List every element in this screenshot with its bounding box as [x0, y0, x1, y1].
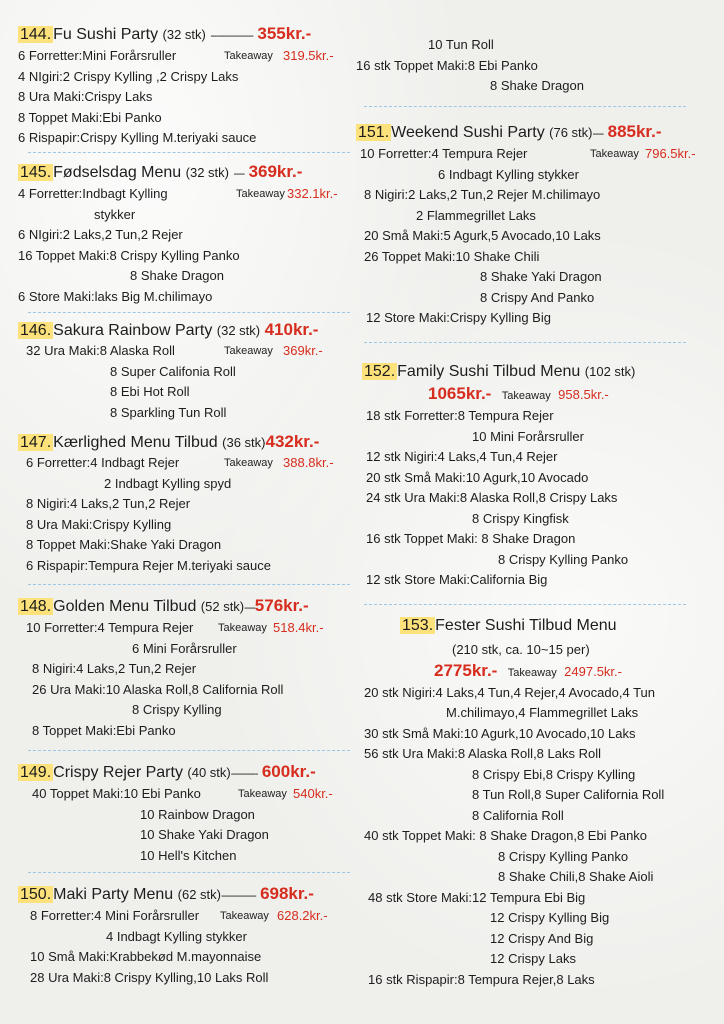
menu-line: 26 Ura Maki:10 Alaska Roll,8 California Roll: [32, 681, 284, 697]
menu-line: 20 stk Nigiri:4 Laks,4 Tun,4 Rejer,4 Avocado,4 Tun: [364, 684, 655, 700]
menu-line: 2 Indbagt Kylling spyd: [104, 475, 232, 491]
menu-152-header: [356, 362, 706, 382]
takeaway-price: 332.1kr.-: [287, 186, 338, 201]
menu-150: [18, 884, 354, 988]
piece-count: (210 stk, ca. 10~15 per): [452, 642, 590, 657]
piece-count: (32 stk): [216, 323, 261, 338]
menu-line: 28 Ura Maki:8 Crispy Kylling,10 Laks Roll: [30, 969, 269, 985]
menu-line: 8 Forretter:4 Mini Forårsruller Takeaway 628.2kr.-: [18, 906, 354, 927]
menu-number: 150.: [20, 886, 52, 903]
menu-148-header: [18, 596, 354, 618]
menu-line: 8 Toppet Maki:Ebi Panko: [32, 722, 176, 738]
divider: [364, 342, 686, 343]
menu-149-header: [18, 762, 354, 784]
menu-title: Fu Sushi Party: [53, 26, 159, 43]
menu-title: Maki Party Menu: [53, 886, 174, 903]
menu-line: 6 Mini Forårsruller: [132, 640, 237, 656]
menu-line: 8 Shake Dragon: [490, 78, 584, 93]
menu-number: 153.: [402, 617, 434, 634]
menu-line: 12 stk Nigiri:4 Laks,4 Tun,4 Rejer: [366, 449, 558, 464]
menu-line: 10 Tun Roll: [428, 37, 494, 52]
menu-line: 8 Crispy And Panko: [480, 289, 595, 305]
menu-153-price-row: [356, 661, 706, 683]
menu-line: 4 NIgiri:2 Crispy Kylling ,2 Crispy Laks: [18, 68, 239, 84]
menu-151: [356, 122, 706, 329]
menu-line: 8 Crispy Kylling: [132, 702, 222, 717]
takeaway-label: Takeaway: [224, 50, 273, 62]
menu-line: 30 stk Små Maki:10 Agurk,10 Avocado,10 Laks: [364, 725, 636, 741]
menu-title: Sakura Rainbow Party: [53, 322, 213, 339]
piece-count: (76 stk): [549, 125, 593, 140]
piece-count: (32 stk): [185, 165, 229, 180]
menu-145: [18, 162, 354, 307]
menu-148: [18, 596, 354, 741]
dash-leader: ----: [233, 168, 245, 180]
menu-152: [356, 362, 706, 591]
takeaway-label: Takeaway: [236, 188, 285, 200]
menu-line: 26 Toppet Maki:10 Shake Chili: [364, 248, 540, 264]
menu-line: 32 Ura Maki:8 Alaska Roll Takeaway 369kr.-: [18, 341, 354, 362]
menu-number: 144.: [20, 26, 52, 43]
menu-price: 432kr.-: [265, 432, 320, 451]
takeaway-label: Takeaway: [590, 148, 639, 160]
takeaway-price: 540kr.-: [293, 786, 333, 801]
menu-146-header: [18, 320, 354, 341]
menu-line: 8 Tun Roll,8 Super California Roll: [472, 787, 665, 802]
menu-price: 410kr.-: [264, 320, 319, 339]
menu-title: Kærlighed Menu Tilbud: [53, 434, 218, 451]
takeaway-label: Takeaway: [507, 666, 557, 679]
divider: [28, 872, 350, 873]
menu-line: stykker: [94, 206, 136, 222]
takeaway-label: Takeaway: [501, 390, 551, 402]
menu-line: 16 stk Toppet Maki:8 Ebi Panko: [356, 57, 538, 73]
menu-line: 48 stk Store Maki:12 Tempura Ebi Big: [368, 889, 586, 905]
takeaway-price: 958.5kr.-: [558, 387, 609, 402]
dash-leader: -------------: [220, 890, 256, 902]
menu-line: M.chilimayo,4 Flammegrillet Laks: [446, 705, 639, 720]
takeaway-price: 319.5kr.-: [283, 48, 334, 63]
menu-line: 4 Indbagt Kylling stykker: [106, 928, 247, 944]
takeaway-price: 628.2kr.-: [277, 908, 328, 923]
menu-line: 6 Rispapir:Crispy Kylling M.teriyaki sauce: [18, 130, 257, 145]
menu-line: 8 Crispy Kingfisk: [472, 510, 569, 526]
menu-line: 10 Shake Yaki Dragon: [140, 827, 269, 842]
menu-line: 16 Toppet Maki:8 Crispy Kylling Panko: [18, 247, 240, 263]
menu-151-header: [356, 122, 706, 144]
divider: [28, 750, 350, 751]
menu-number: 149.: [20, 764, 52, 781]
takeaway-label: Takeaway: [238, 788, 287, 800]
takeaway-price: 388.8kr.-: [283, 455, 334, 470]
menu-title: Fester Sushi Tilbud Menu: [435, 617, 617, 634]
piece-count: (102 stk): [584, 364, 636, 379]
menu-price: 1065kr.-: [428, 384, 492, 403]
menu-line: 6 Store Maki:laks Big M.chilimayo: [18, 288, 213, 304]
divider: [364, 106, 686, 107]
menu-number: 147.: [20, 434, 52, 451]
divider: [28, 584, 350, 585]
takeaway-price: 518.4kr.-: [273, 620, 324, 635]
menu-line: 6 Indbagt Kylling stykker: [438, 166, 579, 182]
menu-line: 12 stk Store Maki:California Big: [366, 572, 548, 587]
divider: [28, 152, 350, 153]
menu-line: 16 stk Toppet Maki: 8 Shake Dragon: [366, 531, 576, 546]
takeaway-label: Takeaway: [224, 457, 273, 469]
menu-line: 6 Forretter:4 Indbagt Rejer Takeaway 388.8kr.-: [18, 453, 354, 474]
menu-line: 10 Forretter:4 Tempura Rejer Takeaway 518.4kr.-: [18, 618, 354, 639]
takeaway-label: Takeaway: [220, 910, 269, 922]
piece-count: (32 stk): [162, 27, 206, 42]
piece-count: (52 stk): [200, 599, 245, 614]
menu-title: Family Sushi Tilbud Menu: [397, 363, 581, 380]
menu-146: [18, 320, 354, 423]
menu-title: Golden Menu Tilbud: [53, 598, 197, 615]
menu-144-header: [18, 24, 354, 46]
menu-line: 18 stk Forretter:8 Tempura Rejer: [366, 408, 554, 423]
divider: [364, 604, 686, 605]
menu-line: 8 Nigiri:4 Laks,2 Tun,2 Rejer: [32, 661, 197, 676]
menu-line: 6 Rispapir:Tempura Rejer M.teriyaki sauce: [26, 557, 271, 573]
menu-line: 4 Forretter:Indbagt Kylling Takeaway 332.1kr.-: [18, 184, 354, 205]
menu-line: 20 Små Maki:5 Agurk,5 Avocado,10 Laks: [364, 228, 601, 243]
menu-number: 148.: [20, 598, 52, 615]
menu-line: 20 stk Små Maki:10 Agurk,10 Avocado: [366, 469, 589, 485]
menu-line: 8 Shake Dragon: [130, 268, 224, 283]
menu-line: 40 stk Toppet Maki: 8 Shake Dragon,8 Ebi Panko: [364, 828, 648, 843]
dash-leader: ----: [244, 602, 255, 614]
menu-line: 12 Store Maki:Crispy Kylling Big: [366, 310, 551, 325]
menu-line: 8 Sparkling Tun Roll: [110, 404, 227, 420]
menu-title: Fødselsdag Menu: [53, 164, 182, 181]
menu-line: 8 Nigiri:4 Laks,2 Tun,2 Rejer: [26, 496, 191, 511]
menu-147: [18, 432, 354, 576]
menu-line: 8 Crispy Kylling Panko: [498, 551, 629, 567]
menu-153: [356, 616, 706, 990]
menu-title: Crispy Rejer Party: [53, 764, 183, 781]
menu-line: 8 Shake Chili,8 Shake Aioli: [498, 869, 654, 884]
menu-line: 8 California Roll: [472, 807, 564, 823]
menu-price: 355kr.-: [257, 24, 312, 43]
menu-line: 8 Ura Maki:Crispy Laks: [18, 89, 153, 104]
takeaway-label: Takeaway: [224, 345, 273, 357]
menu-150-continued: [356, 35, 706, 97]
menu-line: 10 Forretter:4 Tempura Rejer Takeaway 796.5kr.-: [356, 144, 706, 165]
menu-145-header: [18, 162, 354, 184]
piece-count: (40 stk): [187, 765, 231, 780]
menu-150-header: [18, 884, 354, 906]
dash-leader: ----------: [230, 768, 258, 780]
menu-price: 600kr.-: [261, 762, 316, 781]
menu-line: 12 Crispy Kylling Big: [490, 910, 610, 925]
menu-153-header: [356, 616, 706, 636]
menu-number: 145.: [20, 164, 52, 181]
menu-line: 24 stk Ura Maki:8 Alaska Roll,8 Crispy Laks: [366, 490, 618, 505]
menu-line: 8 Toppet Maki:Shake Yaki Dragon: [26, 537, 222, 552]
takeaway-price: 796.5kr.-: [645, 146, 696, 161]
menu-line: 10 Hell's Kitchen: [140, 847, 237, 863]
menu-line: 10 Rainbow Dragon: [140, 806, 255, 822]
dash-leader: ----: [592, 128, 604, 140]
menu-line: 8 Toppet Maki:Ebi Panko: [18, 109, 162, 125]
divider: [28, 312, 350, 313]
menu-number: 151.: [358, 124, 390, 141]
menu-price: 2775kr.-: [434, 660, 498, 680]
menu-price: 885kr.-: [607, 122, 662, 141]
menu-number: 152.: [364, 363, 396, 380]
menu-line: 10 Små Maki:Krabbekød M.mayonnaise: [30, 949, 262, 964]
menu-price: 576kr.-: [254, 596, 309, 615]
takeaway-price: 2497.5kr.-: [564, 663, 622, 679]
menu-price: 369kr.-: [248, 162, 303, 181]
menu-line: 8 Crispy Kylling Panko: [498, 848, 629, 864]
piece-count: (62 stk): [177, 887, 221, 902]
menu-line: 40 Toppet Maki:10 Ebi Panko Takeaway 540kr.-: [18, 784, 354, 805]
menu-number: 146.: [20, 322, 52, 339]
menu-line: 8 Ura Maki:Crispy Kylling: [26, 516, 172, 532]
menu-152-price-row: [356, 384, 706, 406]
menu-149: [18, 762, 354, 866]
menu-title: Weekend Sushi Party: [391, 124, 545, 141]
menu-line: 12 Crispy Laks: [490, 951, 576, 966]
menu-line: 8 Nigiri:2 Laks,2 Tun,2 Rejer M.chilimayo: [364, 187, 601, 202]
menu-line: 8 Ebi Hot Roll: [110, 384, 190, 399]
menu-line: 10 Mini Forårsruller: [472, 428, 584, 444]
menu-line: 8 Super Califonia Roll: [110, 363, 236, 379]
menu-147-header: [18, 432, 354, 453]
menu-line: 2 Flammegrillet Laks: [416, 207, 536, 223]
menu-line: 8 Shake Yaki Dragon: [480, 269, 602, 284]
menu-line: 8 Crispy Ebi,8 Crispy Kylling: [472, 766, 636, 782]
menu-144: [18, 24, 354, 149]
menu-price: 698kr.-: [260, 884, 314, 903]
piece-count: (36 stk): [222, 435, 266, 450]
menu-line: 16 stk Rispapir:8 Tempura Rejer,8 Laks: [368, 971, 595, 987]
menu-line: 56 stk Ura Maki:8 Alaska Roll,8 Laks Roll: [364, 746, 601, 761]
menu-line: 6 NIgiri:2 Laks,2 Tun,2 Rejer: [18, 227, 183, 242]
menu-line: 12 Crispy And Big: [490, 930, 594, 946]
takeaway-price: 369kr.-: [283, 343, 323, 358]
menu-line: 6 Forretter:Mini Forårsruller Takeaway 319.5kr.-: [18, 46, 354, 67]
takeaway-label: Takeaway: [218, 622, 267, 634]
dash-leader: ----------------: [210, 30, 253, 42]
